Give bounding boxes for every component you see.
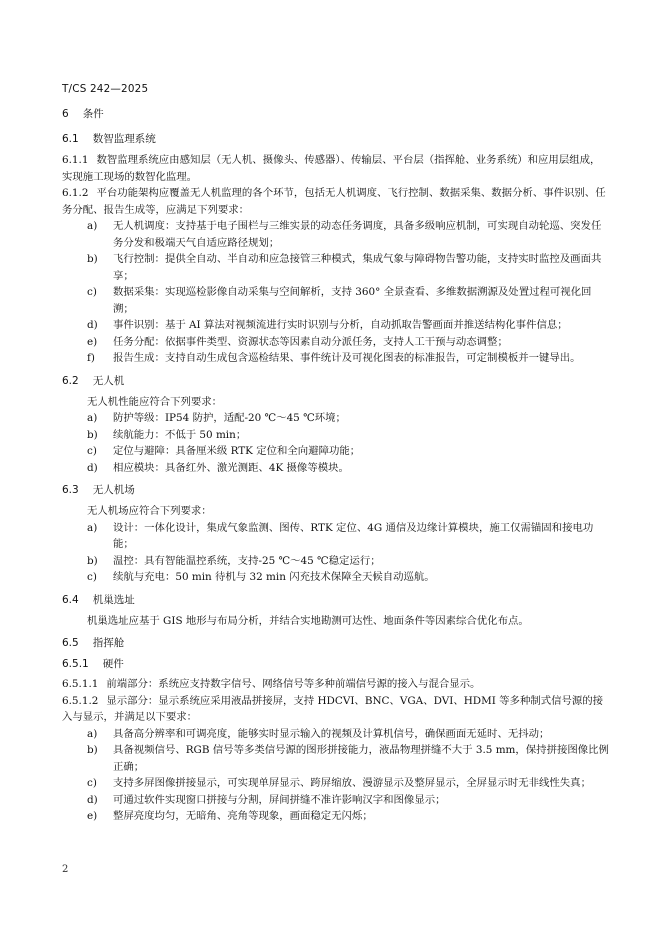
list-item-marker: b): [87, 554, 98, 567]
list-item-text: 相应模块：具备红外、激光测距、4K 摄像等模块。: [113, 461, 349, 474]
clause-text: 显示部分：显示系统应采用液晶拼接屏，支持 HDCVI、BNC、VGA、DVI、HDMI 等多种制式信号源的接入与显示，并满足以下要求：: [62, 694, 604, 723]
section-title: 无人机场: [92, 484, 135, 496]
list-item-text: 续航与充电：50 min 待机与 32 min 闪充技术保障全天候自动巡航。: [113, 571, 435, 583]
standard-code: T/CS 242—2025: [62, 83, 149, 95]
list-item-marker: e): [87, 335, 98, 348]
requirements-list-6-2: [62, 410, 610, 476]
section-6-3-heading: [62, 482, 610, 499]
list-item: [62, 460, 610, 477]
clause-text: 前端部分：系统应支持数字信号、网络信号等多种前端信号源的接入与混合显示。: [106, 678, 481, 690]
list-item-text: 任务分配：依据事件类型、资源状态等因素自动分派任务，支持人工干预与动态调整；: [113, 335, 508, 348]
list-item: [62, 569, 610, 586]
clause-text: 数智监理系统应由感知层（无人机、摄像头、传感器）、传输层、平台层（指挥舱、业务系统）和应用层组成，实现施工现场的数智化监理。: [62, 154, 601, 183]
clause-number: 6.5.1.2: [62, 694, 99, 707]
list-item-marker: e): [87, 810, 98, 822]
list-item-marker: c): [87, 777, 97, 789]
requirements-list-6-3: [62, 520, 610, 586]
section-6-4-heading: [62, 592, 610, 609]
section-number: 6.1: [62, 133, 79, 145]
list-item-marker: c): [87, 286, 97, 298]
list-item: [62, 350, 610, 367]
list-item: [62, 334, 610, 351]
clause-6-5-1-2: [62, 693, 610, 726]
list-item: [62, 284, 610, 317]
section-6-heading: [62, 105, 610, 123]
list-item-marker: a): [87, 220, 98, 232]
list-item: [62, 792, 610, 809]
section-title: 硬件: [102, 658, 124, 670]
section-6-1-heading: [62, 131, 610, 148]
list-item-marker: f): [87, 352, 95, 364]
list-item: [62, 317, 610, 334]
requirements-list-6-1-2: [62, 218, 610, 367]
list-item-marker: b): [87, 428, 98, 441]
clause-6-1-2: [62, 185, 610, 218]
list-item: [62, 808, 610, 825]
clause-number: 6.1.1: [62, 154, 89, 166]
list-item-marker: a): [87, 727, 98, 740]
list-item-text: 飞行控制：提供全自动、半自动和应急接管三种模式，集成气象与障碍物告警功能，支持实时监控及画面共享；: [113, 253, 602, 282]
list-item-marker: b): [87, 744, 98, 756]
list-item-text: 支持多屏图像拼接显示，可实现单屏显示、跨屏缩放、漫游显示及整屏显示，全屏显示时无非线性失真；: [113, 777, 591, 789]
list-item-text: 温控：具有智能温控系统，支持-25 ℃～45 ℃稳定运行；: [113, 554, 381, 567]
clause-6-1-1: [62, 152, 610, 185]
section-number: 6.5.1: [62, 658, 89, 670]
list-item-marker: c): [87, 445, 97, 457]
section-number: 6.2: [62, 374, 79, 387]
section-title: 无人机: [92, 374, 125, 387]
list-item-text: 续航能力：不低于 50 min；: [113, 428, 247, 441]
list-item-text: 可通过软件实现窗口拼接与分割，屏间拼缝不准许影响汉字和图像显示；: [113, 793, 446, 806]
list-item: [62, 726, 610, 743]
section-6-2-heading: [62, 373, 610, 390]
list-item: [62, 427, 610, 444]
list-item-marker: d): [87, 793, 98, 806]
list-item-text: 定位与避障：具备厘米级 RTK 定位和全向避障功能；: [113, 445, 361, 457]
clause-number: 6.5.1.1: [62, 678, 99, 690]
list-item: [62, 410, 610, 427]
list-item-marker: a): [87, 521, 98, 534]
list-item-text: 报告生成：支持自动生成包含巡检结果、事件统计及可视化图表的标准报告，可定制模板并一键导出。: [113, 352, 581, 364]
section-number: 6: [62, 108, 69, 120]
list-item: [62, 218, 610, 251]
list-item-marker: a): [87, 412, 98, 424]
section-number: 6.5: [62, 637, 79, 649]
list-item: [62, 520, 610, 553]
section-title: 条件: [82, 108, 104, 120]
list-item-text: 具备视频信号、RGB 信号等多类信号源的图形拼接能力，液晶物理拼缝不大于 3.5 mm，保持拼接图像比例正确；: [113, 744, 609, 773]
clause-number: 6.1.2: [62, 187, 89, 199]
section-text: 机巢选址应基于 GIS 地形与布局分析，并结合实地勘测可达性、地面条件等因素综合优化布点。: [87, 614, 529, 627]
list-item-marker: d): [87, 461, 98, 474]
list-item: [62, 251, 610, 284]
list-item-marker: c): [87, 571, 97, 583]
section-title: 机巢选址: [92, 593, 135, 606]
list-item-marker: d): [87, 319, 98, 331]
list-item: [62, 742, 610, 775]
list-item-text: 事件识别：基于 AI 算法对视频流进行实时识别与分析，自动抓取告警画面并推送结构化事件信息；: [113, 319, 568, 331]
section-6-5-1-heading: [62, 656, 610, 673]
requirements-list-6-5-1-2: [62, 726, 610, 825]
list-item-marker: b): [87, 253, 98, 265]
clause-6-5-1-1: [62, 676, 610, 693]
section-title: 指挥舱: [92, 637, 125, 649]
list-item-text: 整屏亮度均匀，无暗角、亮角等现象，画面稳定无闪烁；: [113, 810, 373, 822]
section-number: 6.3: [62, 484, 79, 496]
clause-text: 平台功能架构应覆盖无人机监理的各个环节，包括无人机调度、飞行控制、数据采集、数据分析、事件识别、任务分配、报告生成等，应满足下列要求：: [62, 187, 606, 216]
list-item-text: 数据采集：实现巡检影像自动采集与空间解析，支持 360° 全景查看、多维数据溯源及处置过程可视化回溯；: [113, 286, 592, 315]
document-body: [62, 105, 610, 825]
list-item: [62, 553, 610, 570]
list-item-text: 设计：一体化设计，集成气象监测、图传、RTK 定位、4G 通信及边缘计算模块，施工仅需锚固和接电功能；: [113, 521, 594, 550]
section-6-5-heading: [62, 635, 610, 652]
list-item-text: 防护等级：IP54 防护，适配-20 ℃～45 ℃环境；: [113, 412, 346, 424]
list-item-text: 无人机调度：支持基于电子围栏与三维实景的动态任务调度，具备多级响应机制，可实现自动轮巡、突发任务分发和极端天气自适应路径规划；: [113, 220, 602, 249]
section-number: 6.4: [62, 593, 79, 606]
list-item-text: 具备高分辨率和可调亮度，能够实时显示输入的视频及计算机信号，确保画面无延时、无抖动；: [113, 727, 550, 740]
list-item: [62, 443, 610, 460]
section-intro: 无人机性能应符合下列要求：: [87, 395, 223, 408]
list-item: [62, 775, 610, 792]
page-number: 2: [62, 864, 69, 875]
section-intro: 无人机场应符合下列要求：: [87, 505, 212, 517]
section-title: 数智监理系统: [92, 133, 156, 145]
